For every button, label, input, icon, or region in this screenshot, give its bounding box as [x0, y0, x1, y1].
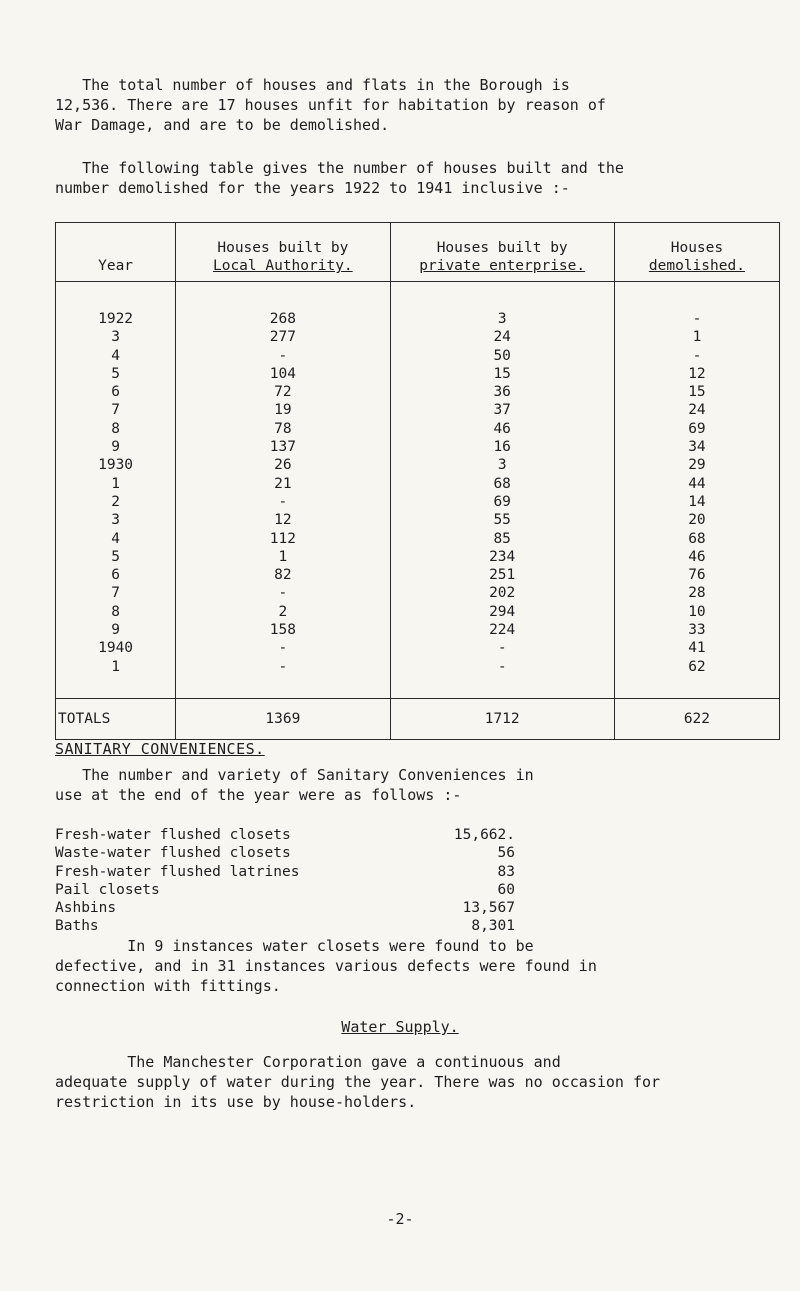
header-year: Year — [56, 223, 176, 282]
table-header-row — [56, 223, 780, 282]
cell-dem: 1 — [614, 328, 779, 346]
cell-pe: 234 — [390, 548, 614, 566]
cell-year: 8 — [56, 420, 176, 438]
cell-year: 9 — [56, 621, 176, 639]
page-number: -2- — [386, 1210, 414, 1228]
table-row — [56, 456, 780, 474]
cell-la: 19 — [176, 401, 390, 419]
cell-pe: 15 — [390, 365, 614, 383]
sanitary-item-label: Fresh-water flushed latrines — [55, 863, 300, 880]
header-local-authority: Houses built by Local Authority. — [176, 223, 390, 282]
cell-la: 137 — [176, 438, 390, 456]
cell-year: 5 — [56, 365, 176, 383]
table-row — [56, 566, 780, 584]
cell-la: 277 — [176, 328, 390, 346]
cell-year: 1922 — [56, 310, 176, 328]
cell-dem: 44 — [614, 475, 779, 493]
cell-dem: 12 — [614, 365, 779, 383]
cell-dem: 28 — [614, 584, 779, 602]
cell-dem: 33 — [614, 621, 779, 639]
cell-dem: 14 — [614, 493, 779, 511]
cell-la: - — [176, 493, 390, 511]
cell-dem: - — [614, 310, 779, 328]
cell-dem: 62 — [614, 658, 779, 676]
defects-paragraph: In 9 instances water closets were found to be defective, and in 31 instances various defects were found in connection with fittings. — [55, 937, 597, 995]
cell-la: - — [176, 658, 390, 676]
sanitary-item-label: Baths — [55, 918, 99, 935]
cell-pe: 224 — [390, 621, 614, 639]
cell-dem: 29 — [614, 456, 779, 474]
table-row — [56, 347, 780, 365]
cell-la: 72 — [176, 383, 390, 401]
cell-la: 2 — [176, 603, 390, 621]
cell-pe: 202 — [390, 584, 614, 602]
table-row — [56, 639, 780, 657]
header-demolished: Houses demolished. — [614, 223, 779, 282]
cell-dem: 69 — [614, 420, 779, 438]
sanitary-item-value: 60 — [497, 881, 515, 898]
cell-la: 78 — [176, 420, 390, 438]
cell-year: 9 — [56, 438, 176, 456]
table-row — [56, 493, 780, 511]
cell-pe: 251 — [390, 566, 614, 584]
table-row — [56, 383, 780, 401]
table-row — [56, 584, 780, 602]
total-label: TOTALS — [56, 698, 176, 739]
cell-pe: 24 — [390, 328, 614, 346]
cell-pe: 37 — [390, 401, 614, 419]
cell-year: 1940 — [56, 639, 176, 657]
cell-dem: 34 — [614, 438, 779, 456]
table-row — [56, 420, 780, 438]
cell-pe: 50 — [390, 347, 614, 365]
cell-dem: 46 — [614, 548, 779, 566]
cell-year: 8 — [56, 603, 176, 621]
sanitary-item-value: 8,301 — [471, 918, 515, 935]
total-dem: 622 — [614, 698, 779, 739]
table-row — [56, 511, 780, 529]
sanitary-heading: SANITARY CONVENIENCES. — [55, 740, 265, 758]
cell-dem: - — [614, 347, 779, 365]
sanitary-item — [55, 899, 515, 917]
table-row — [56, 530, 780, 548]
cell-year: 4 — [56, 530, 176, 548]
cell-la: 12 — [176, 511, 390, 529]
cell-dem: 20 — [614, 511, 779, 529]
cell-year: 7 — [56, 401, 176, 419]
cell-la: 26 — [176, 456, 390, 474]
cell-la: 158 — [176, 621, 390, 639]
table-row — [56, 438, 780, 456]
table-row — [56, 621, 780, 639]
cell-dem: 15 — [614, 383, 779, 401]
sanitary-item — [55, 863, 515, 881]
table-row — [56, 401, 780, 419]
cell-dem: 10 — [614, 603, 779, 621]
sanitary-item-value: 83 — [497, 863, 515, 880]
cell-dem: 24 — [614, 401, 779, 419]
cell-dem: 76 — [614, 566, 779, 584]
cell-dem: 41 — [614, 639, 779, 657]
total-la: 1369 — [176, 698, 390, 739]
sanitary-item-value: 56 — [497, 845, 515, 862]
cell-dem: 68 — [614, 530, 779, 548]
sanitary-item-value: 15,662. — [453, 827, 515, 843]
cell-year: 2 — [56, 493, 176, 511]
cell-year: 1930 — [56, 456, 176, 474]
cell-la: 112 — [176, 530, 390, 548]
cell-pe: 69 — [390, 493, 614, 511]
sanitary-item — [55, 917, 515, 935]
intro-paragraph: The total number of houses and flats in the Borough is 12,536. There are 17 houses unfit for habitation by reason of War Damage, and are to be demolished. — [55, 76, 606, 134]
water-supply-paragraph: The Manchester Corporation gave a continuous and adequate supply of water during the year. There was no occasion for restriction in its use by house-holders. — [55, 1053, 661, 1111]
table-row — [56, 475, 780, 493]
water-supply-heading: Water Supply. — [341, 1018, 459, 1036]
table-row — [56, 658, 780, 676]
sanitary-item-value: 13,567 — [462, 900, 515, 917]
cell-pe: - — [390, 658, 614, 676]
cell-year: 7 — [56, 584, 176, 602]
cell-pe: 46 — [390, 420, 614, 438]
sanitary-item — [55, 826, 515, 844]
cell-la: 104 — [176, 365, 390, 383]
cell-year: 3 — [56, 511, 176, 529]
sanitary-list — [55, 826, 515, 936]
cell-la: 268 — [176, 310, 390, 328]
cell-year: 5 — [56, 548, 176, 566]
cell-la: 82 — [176, 566, 390, 584]
cell-pe: 3 — [390, 456, 614, 474]
cell-pe: 85 — [390, 530, 614, 548]
cell-la: 1 — [176, 548, 390, 566]
cell-pe: 16 — [390, 438, 614, 456]
cell-year: 6 — [56, 383, 176, 401]
cell-year: 3 — [56, 328, 176, 346]
cell-la: 21 — [176, 475, 390, 493]
sanitary-item-label: Pail closets — [55, 881, 160, 898]
cell-pe: - — [390, 639, 614, 657]
table-row — [56, 548, 780, 566]
sanitary-intro: The number and variety of Sanitary Conveniences in use at the end of the year were as follows :- — [55, 766, 534, 804]
cell-pe: 68 — [390, 475, 614, 493]
table-row — [56, 603, 780, 621]
cell-year: 1 — [56, 475, 176, 493]
sanitary-item-label: Waste-water flushed closets — [55, 845, 291, 862]
cell-la: - — [176, 584, 390, 602]
cell-pe: 294 — [390, 603, 614, 621]
header-private-enterprise: Houses built by private enterprise. — [390, 223, 614, 282]
cell-pe: 36 — [390, 383, 614, 401]
sanitary-item — [55, 844, 515, 862]
table-row — [56, 365, 780, 383]
total-pe: 1712 — [390, 698, 614, 739]
cell-la: - — [176, 639, 390, 657]
cell-pe: 55 — [390, 511, 614, 529]
houses-table — [55, 222, 780, 740]
cell-pe: 3 — [390, 310, 614, 328]
totals-row — [56, 698, 780, 739]
cell-year: 4 — [56, 347, 176, 365]
table-row — [56, 310, 780, 328]
sanitary-item-label: Fresh-water flushed closets — [55, 827, 291, 843]
sanitary-item — [55, 881, 515, 899]
table-intro-paragraph: The following table gives the number of houses built and the number demolished for the years 1922 to 1941 inclusive :- — [55, 159, 624, 197]
cell-year: 6 — [56, 566, 176, 584]
sanitary-item-label: Ashbins — [55, 900, 117, 917]
table-row — [56, 328, 780, 346]
cell-year: 1 — [56, 658, 176, 676]
cell-la: - — [176, 347, 390, 365]
